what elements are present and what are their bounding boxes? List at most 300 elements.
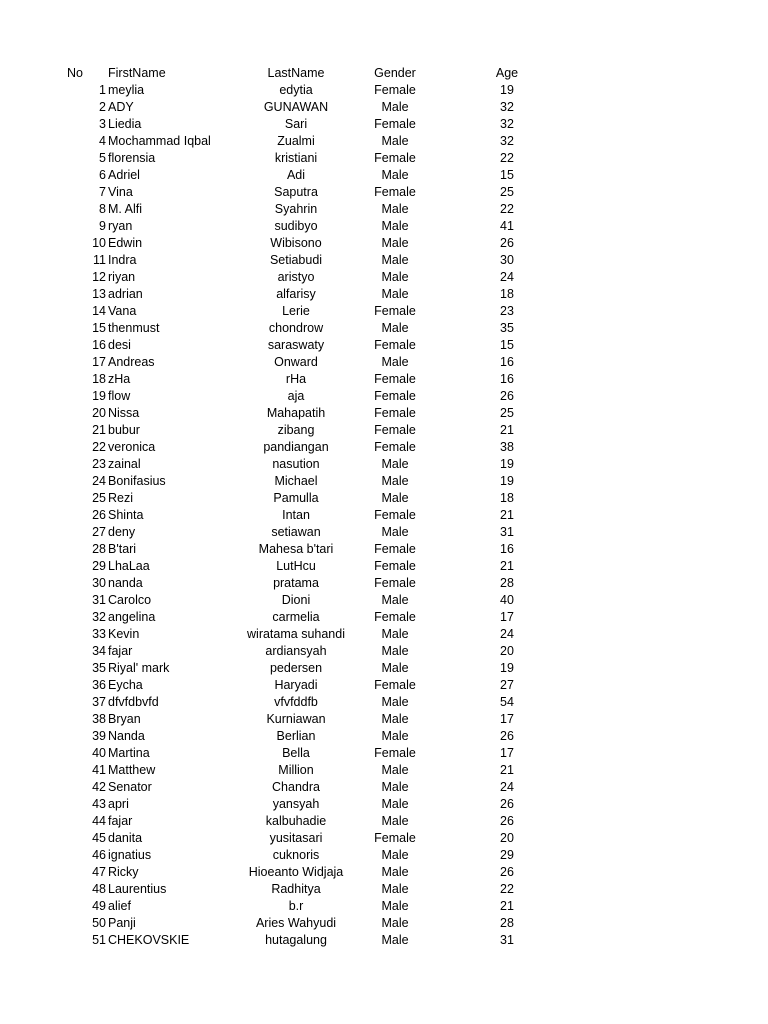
cell-lastname: Pamulla: [273, 491, 319, 505]
cell-no: 18: [92, 372, 106, 386]
cell-firstname: Bonifasius: [108, 474, 166, 488]
cell-lastname: aja: [287, 389, 305, 403]
cell-gender: Male: [381, 712, 409, 726]
cell-gender: Male: [381, 814, 409, 828]
cell-lastname: Zualmi: [277, 134, 315, 148]
table-row: [0, 677, 768, 694]
cell-no: 40: [92, 746, 106, 760]
cell-gender: Male: [381, 933, 409, 947]
cell-gender: Male: [381, 848, 409, 862]
cell-age: 15: [500, 168, 514, 182]
cell-firstname: alief: [108, 899, 131, 913]
table-row: [0, 881, 768, 898]
cell-firstname: Andreas: [108, 355, 155, 369]
cell-firstname: Senator: [108, 780, 152, 794]
table-row: [0, 320, 768, 337]
cell-no: 37: [92, 695, 106, 709]
cell-no: 34: [92, 644, 106, 658]
cell-firstname: Martina: [108, 746, 150, 760]
cell-lastname: yusitasari: [269, 831, 323, 845]
table-row: [0, 762, 768, 779]
cell-gender: Female: [374, 304, 416, 318]
cell-lastname: Adi: [286, 168, 306, 182]
cell-no: 31: [92, 593, 106, 607]
cell-lastname: sudibyo: [274, 219, 318, 233]
table-row: [0, 694, 768, 711]
cell-no: 5: [99, 151, 106, 165]
cell-age: 26: [500, 797, 514, 811]
table-row: [0, 456, 768, 473]
cell-age: 22: [500, 882, 514, 896]
cell-lastname: Kurniawan: [266, 712, 326, 726]
cell-no: 29: [92, 559, 106, 573]
cell-gender: Male: [381, 695, 409, 709]
cell-gender: Female: [374, 338, 416, 352]
cell-age: 28: [500, 576, 514, 590]
cell-gender: Male: [381, 899, 409, 913]
cell-lastname: nasution: [272, 457, 320, 471]
cell-firstname: LhaLaa: [108, 559, 150, 573]
cell-firstname: Eycha: [108, 678, 143, 692]
table-row: [0, 524, 768, 541]
table-row: [0, 711, 768, 728]
cell-gender: Female: [374, 559, 416, 573]
cell-no: 7: [99, 185, 106, 199]
cell-firstname: Rezi: [108, 491, 134, 505]
cell-firstname: zHa: [108, 372, 131, 386]
cell-age: 21: [500, 508, 514, 522]
cell-firstname: Matthew: [108, 763, 156, 777]
cell-age: 20: [500, 831, 514, 845]
cell-gender: Male: [381, 763, 409, 777]
cell-no: 30: [92, 576, 106, 590]
cell-firstname: Kevin: [108, 627, 140, 641]
cell-gender: Male: [381, 219, 409, 233]
cell-age: 19: [500, 457, 514, 471]
cell-no: 28: [92, 542, 106, 556]
table-row: [0, 830, 768, 847]
data-sheet: [0, 65, 768, 949]
cell-firstname: Indra: [108, 253, 137, 267]
table-row: [0, 626, 768, 643]
header-gender: Gender: [374, 66, 416, 80]
cell-age: 16: [500, 372, 514, 386]
cell-gender: Female: [374, 746, 416, 760]
cell-firstname: angelina: [108, 610, 156, 624]
cell-age: 18: [500, 287, 514, 301]
cell-gender: Male: [381, 202, 409, 216]
cell-lastname: GUNAWAN: [263, 100, 329, 114]
cell-lastname: Hioeanto Widjaja: [248, 865, 344, 879]
cell-firstname: Liedia: [108, 117, 142, 131]
cell-firstname: fajar: [108, 814, 133, 828]
cell-firstname: Riyal' mark: [108, 661, 170, 675]
table-row: [0, 82, 768, 99]
cell-firstname: zainal: [108, 457, 141, 471]
cell-lastname: vfvfddfb: [274, 695, 318, 709]
table-row: [0, 218, 768, 235]
table-row: [0, 575, 768, 592]
cell-firstname: riyan: [108, 270, 136, 284]
cell-firstname: Bryan: [108, 712, 141, 726]
cell-lastname: Sari: [284, 117, 308, 131]
cell-no: 50: [92, 916, 106, 930]
table-row: [0, 354, 768, 371]
cell-age: 19: [500, 83, 514, 97]
cell-lastname: ardiansyah: [265, 644, 327, 658]
header-firstname: FirstName: [108, 66, 166, 80]
table-row: [0, 779, 768, 796]
cell-age: 40: [500, 593, 514, 607]
cell-firstname: B'tari: [108, 542, 137, 556]
cell-age: 24: [500, 780, 514, 794]
cell-firstname: Vana: [108, 304, 137, 318]
table-row: [0, 269, 768, 286]
cell-gender: Male: [381, 287, 409, 301]
cell-no: 44: [92, 814, 106, 828]
cell-age: 28: [500, 916, 514, 930]
table-row: [0, 490, 768, 507]
cell-age: 27: [500, 678, 514, 692]
table-row: [0, 507, 768, 524]
cell-lastname: alfarisy: [276, 287, 316, 301]
cell-gender: Male: [381, 797, 409, 811]
table-row: [0, 167, 768, 184]
cell-age: 26: [500, 236, 514, 250]
cell-age: 17: [500, 746, 514, 760]
cell-gender: Male: [381, 168, 409, 182]
table-row: [0, 405, 768, 422]
cell-firstname: Ricky: [108, 865, 139, 879]
cell-firstname: desi: [108, 338, 131, 352]
cell-lastname: Intan: [282, 508, 310, 522]
cell-no: 3: [99, 117, 106, 131]
cell-no: 10: [92, 236, 106, 250]
cell-age: 31: [500, 933, 514, 947]
cell-no: 27: [92, 525, 106, 539]
cell-lastname: Onward: [274, 355, 318, 369]
cell-lastname: Setiabudi: [269, 253, 323, 267]
cell-firstname: Shinta: [108, 508, 144, 522]
cell-age: 35: [500, 321, 514, 335]
cell-firstname: Mochammad Iqbal: [108, 134, 211, 148]
header-no: No: [67, 66, 83, 80]
cell-gender: Female: [374, 151, 416, 165]
cell-firstname: flow: [108, 389, 131, 403]
cell-lastname: hutagalung: [265, 933, 327, 947]
cell-firstname: danita: [108, 831, 143, 845]
cell-age: 25: [500, 406, 514, 420]
cell-lastname: aristyo: [277, 270, 315, 284]
cell-no: 45: [92, 831, 106, 845]
cell-gender: Male: [381, 780, 409, 794]
cell-lastname: setiawan: [271, 525, 321, 539]
cell-gender: Female: [374, 542, 416, 556]
cell-age: 22: [500, 151, 514, 165]
table-row: [0, 541, 768, 558]
cell-no: 38: [92, 712, 106, 726]
header-row: [0, 65, 768, 82]
cell-gender: Female: [374, 389, 416, 403]
cell-age: 26: [500, 814, 514, 828]
cell-lastname: wiratama suhandi: [247, 627, 345, 641]
cell-age: 17: [500, 610, 514, 624]
cell-age: 25: [500, 185, 514, 199]
table-row: [0, 728, 768, 745]
cell-no: 24: [92, 474, 106, 488]
cell-gender: Male: [381, 474, 409, 488]
table-row: [0, 235, 768, 252]
cell-gender: Male: [381, 916, 409, 930]
cell-age: 24: [500, 270, 514, 284]
cell-age: 18: [500, 491, 514, 505]
cell-no: 36: [92, 678, 106, 692]
cell-no: 21: [92, 423, 106, 437]
cell-age: 21: [500, 423, 514, 437]
cell-no: 12: [92, 270, 106, 284]
cell-gender: Female: [374, 406, 416, 420]
table-row: [0, 643, 768, 660]
cell-no: 47: [92, 865, 106, 879]
cell-lastname: Mahapatih: [266, 406, 326, 420]
cell-firstname: Edwin: [108, 236, 143, 250]
cell-age: 41: [500, 219, 514, 233]
cell-firstname: Laurentius: [108, 882, 167, 896]
cell-gender: Male: [381, 865, 409, 879]
cell-no: 49: [92, 899, 106, 913]
cell-lastname: pratama: [273, 576, 319, 590]
cell-lastname: Bella: [282, 746, 310, 760]
cell-lastname: Syahrin: [274, 202, 318, 216]
table-row: [0, 609, 768, 626]
cell-age: 32: [500, 134, 514, 148]
cell-gender: Female: [374, 440, 416, 454]
cell-gender: Male: [381, 270, 409, 284]
cell-no: 8: [99, 202, 106, 216]
cell-no: 19: [92, 389, 106, 403]
cell-age: 32: [500, 117, 514, 131]
cell-lastname: Lerie: [282, 304, 310, 318]
cell-no: 20: [92, 406, 106, 420]
cell-firstname: Vina: [108, 185, 133, 199]
cell-lastname: Aries Wahyudi: [255, 916, 337, 930]
header-age: Age: [495, 66, 519, 80]
cell-no: 17: [92, 355, 106, 369]
table-row: [0, 337, 768, 354]
cell-no: 11: [93, 253, 106, 267]
cell-gender: Female: [374, 508, 416, 522]
cell-no: 32: [92, 610, 106, 624]
cell-gender: Female: [374, 610, 416, 624]
table-row: [0, 388, 768, 405]
cell-age: 19: [500, 661, 514, 675]
cell-firstname: apri: [108, 797, 129, 811]
cell-firstname: thenmust: [108, 321, 160, 335]
table-row: [0, 796, 768, 813]
cell-firstname: florensia: [108, 151, 156, 165]
cell-lastname: Saputra: [274, 185, 318, 199]
cell-gender: Male: [381, 457, 409, 471]
table-row: [0, 116, 768, 133]
table-row: [0, 133, 768, 150]
cell-gender: Male: [381, 627, 409, 641]
cell-age: 16: [500, 355, 514, 369]
cell-age: 24: [500, 627, 514, 641]
cell-age: 21: [500, 899, 514, 913]
table-row: [0, 745, 768, 762]
cell-firstname: ignatius: [108, 848, 152, 862]
cell-lastname: rHa: [285, 372, 307, 386]
cell-no: 4: [99, 134, 106, 148]
cell-lastname: yansyah: [272, 797, 320, 811]
cell-firstname: CHEKOVSKIE: [108, 933, 190, 947]
cell-no: 13: [92, 287, 106, 301]
cell-age: 26: [500, 729, 514, 743]
cell-age: 16: [500, 542, 514, 556]
table-row: [0, 371, 768, 388]
cell-lastname: Chandra: [272, 780, 320, 794]
cell-lastname: Wibisono: [270, 236, 322, 250]
cell-no: 43: [92, 797, 106, 811]
cell-gender: Female: [374, 117, 416, 131]
cell-gender: Female: [374, 576, 416, 590]
cell-lastname: Haryadi: [274, 678, 318, 692]
table-row: [0, 847, 768, 864]
cell-age: 32: [500, 100, 514, 114]
cell-lastname: Dioni: [281, 593, 311, 607]
header-lastname: LastName: [267, 66, 325, 80]
table-row: [0, 558, 768, 575]
cell-gender: Male: [381, 100, 409, 114]
cell-firstname: M. Alfi: [108, 202, 143, 216]
table-row: [0, 660, 768, 677]
cell-no: 35: [92, 661, 106, 675]
cell-age: 19: [500, 474, 514, 488]
table-row: [0, 864, 768, 881]
cell-firstname: bubur: [108, 423, 140, 437]
cell-gender: Male: [381, 491, 409, 505]
cell-lastname: kristiani: [274, 151, 318, 165]
cell-age: 38: [500, 440, 514, 454]
cell-lastname: pandiangan: [263, 440, 329, 454]
cell-age: 29: [500, 848, 514, 862]
cell-age: 23: [500, 304, 514, 318]
table-row: [0, 184, 768, 201]
cell-age: 15: [500, 338, 514, 352]
table-row: [0, 422, 768, 439]
cell-lastname: carmelia: [272, 610, 320, 624]
cell-no: 41: [92, 763, 106, 777]
cell-lastname: Million: [278, 763, 314, 777]
cell-gender: Female: [374, 678, 416, 692]
table-row: [0, 201, 768, 218]
cell-lastname: kalbuhadie: [265, 814, 327, 828]
cell-firstname: Panji: [108, 916, 136, 930]
cell-gender: Male: [381, 253, 409, 267]
cell-gender: Male: [381, 355, 409, 369]
cell-lastname: Berlian: [276, 729, 316, 743]
cell-gender: Female: [374, 83, 416, 97]
cell-firstname: ADY: [108, 100, 134, 114]
cell-age: 26: [500, 865, 514, 879]
table-row: [0, 915, 768, 932]
cell-no: 6: [99, 168, 106, 182]
cell-firstname: adrian: [108, 287, 143, 301]
cell-lastname: b.r: [288, 899, 304, 913]
cell-age: 26: [500, 389, 514, 403]
cell-firstname: Nissa: [108, 406, 140, 420]
cell-lastname: edytia: [279, 83, 313, 97]
table-row: [0, 898, 768, 915]
cell-lastname: chondrow: [268, 321, 324, 335]
cell-no: 39: [92, 729, 106, 743]
cell-firstname: deny: [108, 525, 136, 539]
cell-age: 17: [500, 712, 514, 726]
cell-no: 15: [92, 321, 106, 335]
table-body: [0, 82, 768, 949]
cell-gender: Female: [374, 831, 416, 845]
cell-no: 22: [92, 440, 106, 454]
cell-no: 42: [92, 780, 106, 794]
table-row: [0, 813, 768, 830]
cell-age: 31: [500, 525, 514, 539]
table-row: [0, 286, 768, 303]
cell-no: 46: [92, 848, 106, 862]
cell-firstname: Adriel: [108, 168, 140, 182]
cell-gender: Male: [381, 882, 409, 896]
cell-age: 30: [500, 253, 514, 267]
cell-no: 48: [92, 882, 106, 896]
cell-no: 33: [92, 627, 106, 641]
cell-no: 23: [92, 457, 106, 471]
cell-gender: Female: [374, 423, 416, 437]
cell-age: 21: [500, 763, 514, 777]
table-row: [0, 150, 768, 167]
cell-gender: Male: [381, 729, 409, 743]
cell-gender: Male: [381, 644, 409, 658]
cell-firstname: Nanda: [108, 729, 145, 743]
cell-gender: Male: [381, 661, 409, 675]
cell-gender: Female: [374, 185, 416, 199]
cell-lastname: Mahesa b'tari: [258, 542, 334, 556]
cell-age: 20: [500, 644, 514, 658]
table-row: [0, 592, 768, 609]
cell-no: 14: [92, 304, 106, 318]
cell-lastname: cuknoris: [272, 848, 320, 862]
cell-gender: Male: [381, 525, 409, 539]
cell-lastname: pedersen: [269, 661, 323, 675]
cell-firstname: nanda: [108, 576, 143, 590]
table-row: [0, 932, 768, 949]
cell-age: 22: [500, 202, 514, 216]
cell-lastname: Michael: [274, 474, 318, 488]
table-row: [0, 439, 768, 456]
cell-no: 1: [99, 83, 106, 97]
cell-lastname: LutHcu: [276, 559, 316, 573]
cell-age: 54: [500, 695, 514, 709]
cell-gender: Male: [381, 321, 409, 335]
cell-gender: Male: [381, 593, 409, 607]
table-row: [0, 303, 768, 320]
cell-lastname: Radhitya: [271, 882, 321, 896]
cell-no: 25: [92, 491, 106, 505]
cell-age: 21: [500, 559, 514, 573]
cell-firstname: veronica: [108, 440, 156, 454]
cell-gender: Female: [374, 372, 416, 386]
cell-lastname: saraswaty: [267, 338, 325, 352]
table-row: [0, 252, 768, 269]
cell-lastname: zibang: [277, 423, 315, 437]
